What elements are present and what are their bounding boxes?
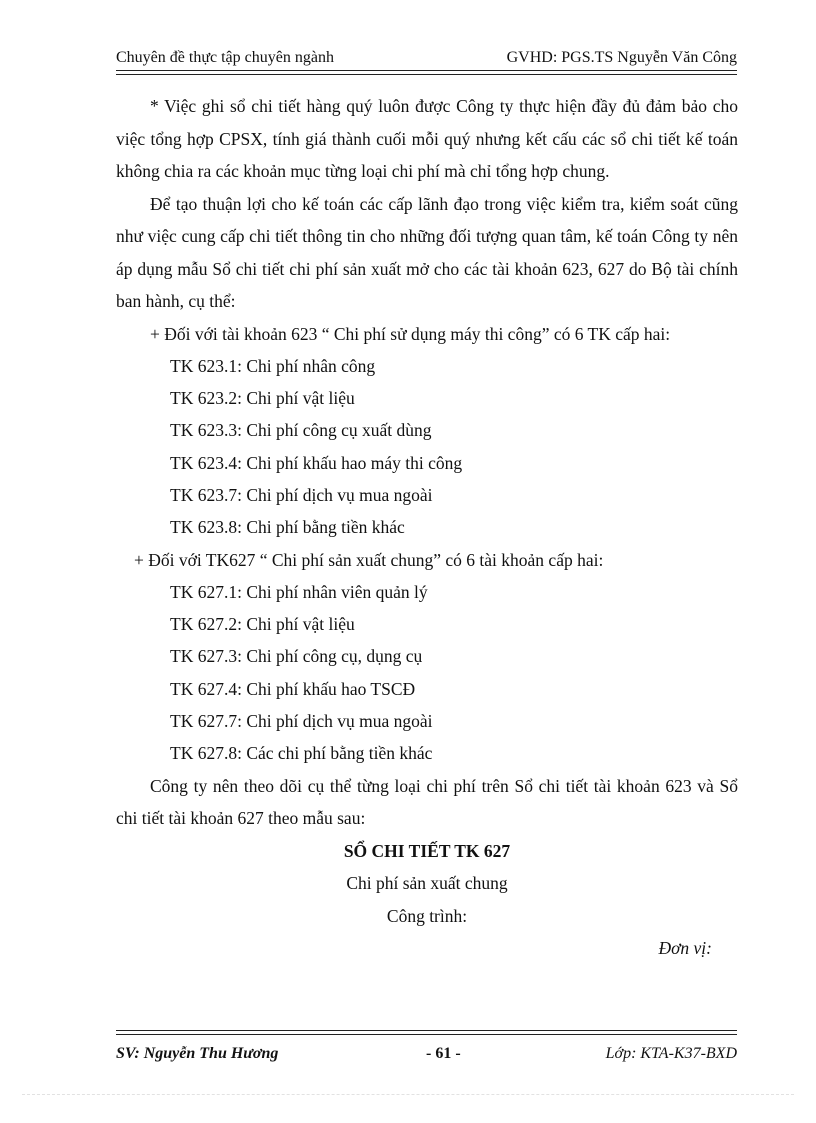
paragraph-recommendation: Để tạo thuận lợi cho kế toán các cấp lãnh đạo trong việc kiểm tra, kiểm soát cũng như việc cung cấp chi tiết thông tin cho những đối tượng quan tâm, kế toán Công ty nên áp dụng mẫu Sổ chi tiết chi phí sản xuất mở cho các tài khoản 623, 627 do Bộ tài chính ban hành, cụ thể: bbox=[116, 193, 738, 311]
paragraph-template-intro: Công ty nên theo dõi cụ thể từng loại chi phí trên Sổ chi tiết tài khoản 623 và Sổ chi tiết tài khoản 627 theo mẫu sau: bbox=[116, 775, 738, 829]
list-item-627-2: TK 627.2: Chi phí vật liệu bbox=[170, 614, 355, 635]
page-header bbox=[116, 47, 737, 69]
paragraph-ledger-note: * Việc ghi sổ chi tiết hàng quý luôn được Công ty thực hiện đầy đủ đảm bảo cho việc tổng hợp CPSX, tính giá thành cuối mỗi quý nhưng kết cấu các sổ chi tiết kế toán không chia ra các khoản mục từng loại chi phí mà chỉ tổng hợp chung. bbox=[116, 96, 738, 181]
list-item-627-4: TK 627.4: Chi phí khấu hao TSCĐ bbox=[170, 678, 416, 699]
list-item-627-7: TK 627.7: Chi phí dịch vụ mua ngoài bbox=[170, 711, 433, 732]
list-item-623-8: TK 623.8: Chi phí bằng tiền khác bbox=[170, 517, 405, 538]
page-break-dashes bbox=[22, 1094, 794, 1095]
list-item-627-1: TK 627.1: Chi phí nhân viên quản lý bbox=[170, 581, 428, 602]
list-item-623-2: TK 623.2: Chi phí vật liệu bbox=[170, 388, 355, 409]
footer-rule-bottom bbox=[116, 1034, 737, 1035]
ledger-project-label: Công trình: bbox=[386, 905, 468, 926]
list-item-623-7: TK 623.7: Chi phí dịch vụ mua ngoài bbox=[170, 484, 433, 505]
list-item-623-4: TK 623.4: Chi phí khấu hao máy thi công bbox=[170, 452, 463, 473]
ledger-unit-label: Đơn vị: bbox=[658, 938, 712, 959]
list-item-623-1: TK 623.1: Chi phí nhân công bbox=[170, 355, 376, 376]
page-body bbox=[116, 90, 738, 964]
footer-class: Lớp: KTA-K37-BXD bbox=[605, 1045, 737, 1062]
list-item-627-3: TK 627.3: Chi phí công cụ, dụng cụ bbox=[170, 646, 423, 667]
header-rule-thin bbox=[116, 74, 737, 75]
footer-student-name: SV: Nguyễn Thu Hương bbox=[116, 1045, 279, 1062]
list-item-623-3: TK 623.3: Chi phí công cụ xuất dùng bbox=[170, 420, 432, 441]
page-footer bbox=[116, 1045, 737, 1069]
footer-rule-top bbox=[116, 1030, 737, 1031]
list-item-627-8: TK 627.8: Các chi phí bằng tiền khác bbox=[170, 743, 433, 764]
ledger-title: SỔ CHI TIẾT TK 627 bbox=[343, 840, 511, 861]
header-course-title: Chuyên đề thực tập chuyên ngành bbox=[116, 49, 334, 66]
heading-account-627: + Đối với TK627 “ Chi phí sản xuất chung” có 6 tài khoản cấp hai: bbox=[134, 549, 604, 570]
heading-account-623: + Đối với tài khoản 623 “ Chi phí sử dụng máy thi công” có 6 TK cấp hai: bbox=[150, 323, 671, 344]
footer-page-number: - 61 - bbox=[426, 1045, 461, 1062]
ledger-subtitle: Chi phí sản xuất chung bbox=[346, 873, 508, 894]
header-rule-thick bbox=[116, 70, 737, 71]
header-supervisor: GVHD: PGS.TS Nguyễn Văn Công bbox=[506, 49, 737, 66]
